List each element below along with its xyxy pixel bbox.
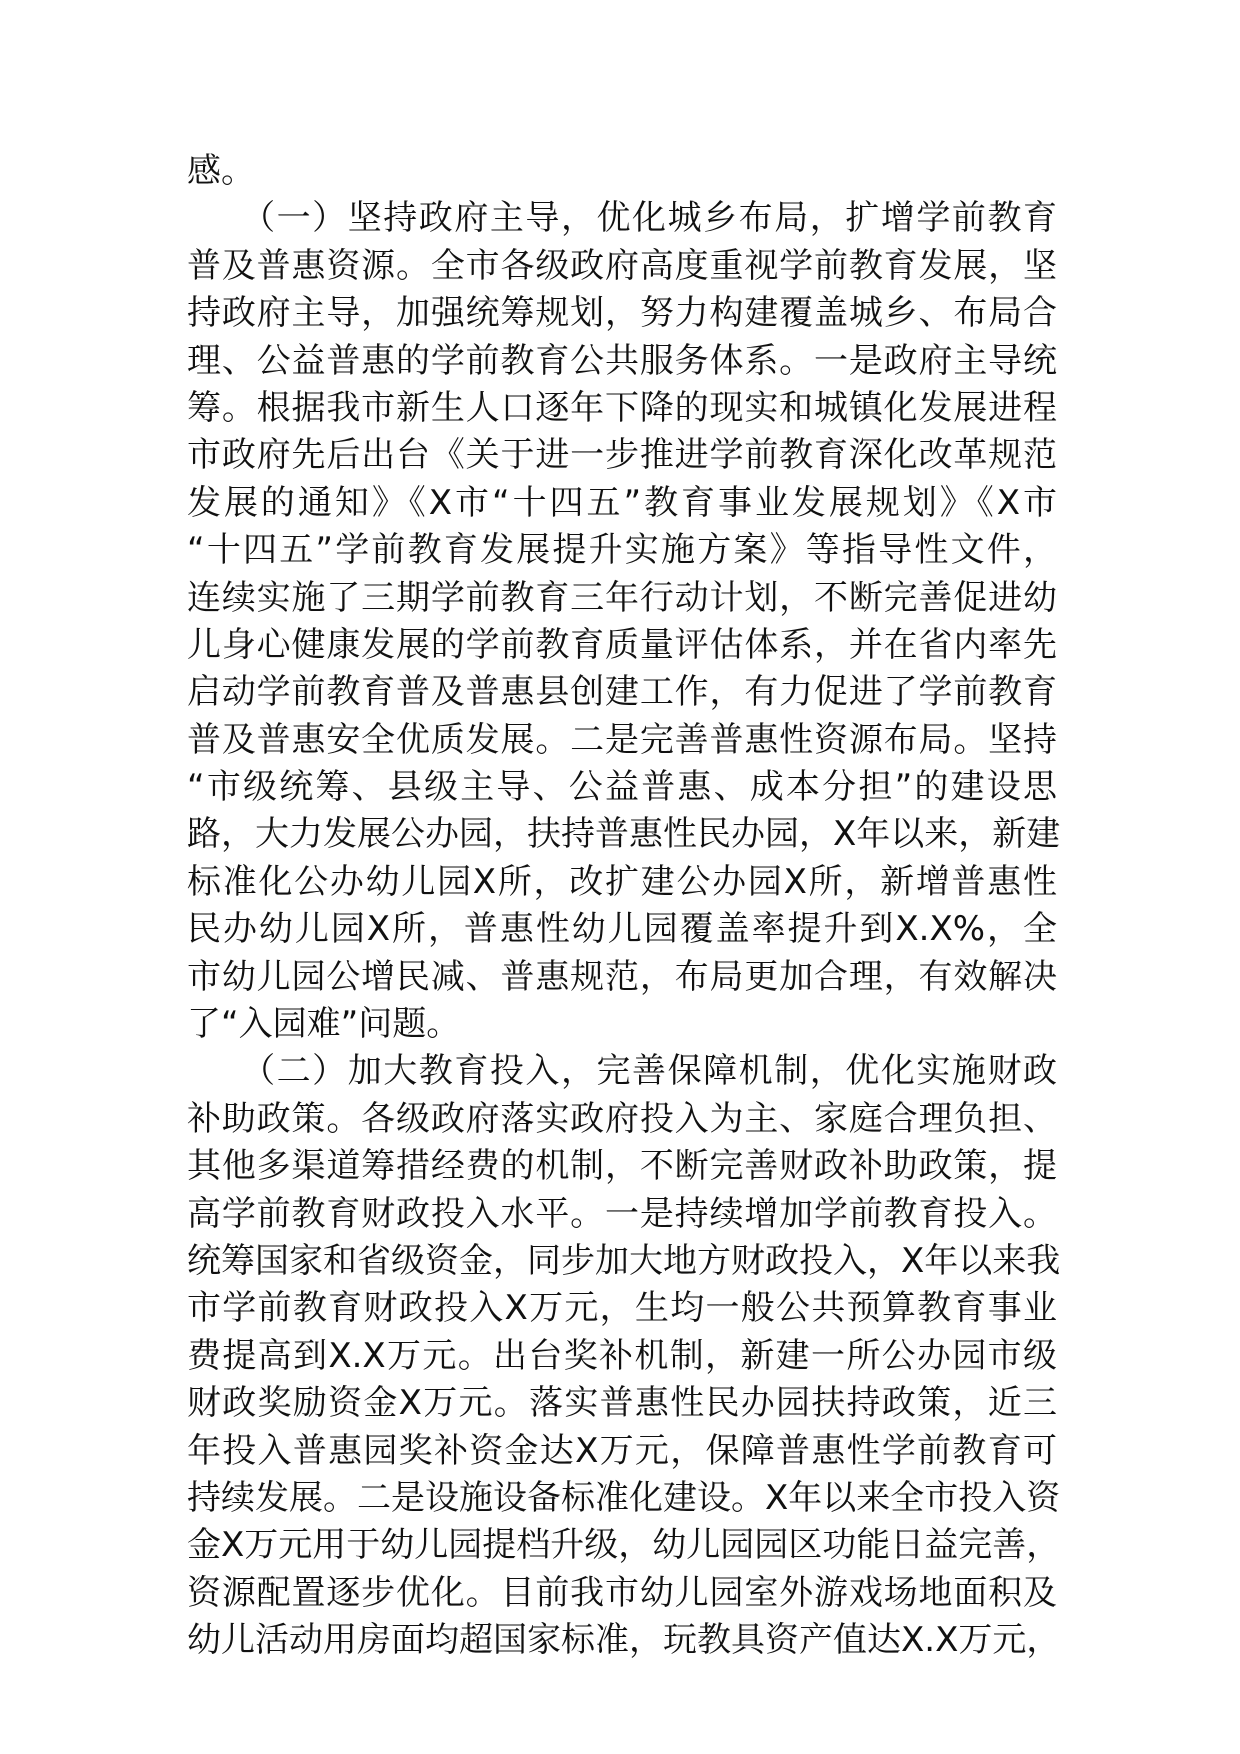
text-line: 普及普惠资源。全市各级政府高度重视学前教育发展，坚 <box>187 245 1057 286</box>
text-line: （一）坚持政府主导，优化城乡布局，扩增学前教育 <box>187 198 1057 239</box>
text-line: 金X万元用于幼儿园提档升级，幼儿园园区功能日益完善， <box>187 1525 1061 1566</box>
text-line: “十四五”学前教育发展提升实施方案》等指导性文件， <box>187 530 1057 571</box>
text-line: 儿身心健康发展的学前教育质量评估体系，并在省内率先 <box>187 624 1057 665</box>
text-line: 财政奖励资金X万元。落实普惠性民办园扶持政策，近三 <box>187 1383 1057 1424</box>
text-line: 民办幼儿园X所，普惠性幼儿园覆盖率提升到X.X%，全 <box>187 909 1057 950</box>
text-line: 了“入园难”问题。 <box>187 1004 461 1045</box>
text-line: 市幼儿园公增民减、普惠规范，布局更加合理，有效解决 <box>187 956 1057 997</box>
text-line: 持政府主导，加强统筹规划，努力构建覆盖城乡、布局合 <box>187 293 1057 334</box>
text-line: 其他多渠道筹措经费的机制，不断完善财政补助政策，提 <box>187 1146 1057 1187</box>
text-line: 市政府先后出台《关于进一步推进学前教育深化改革规范 <box>187 435 1057 476</box>
text-line: 持续发展。二是设施设备标准化建设。X年以来全市投入资 <box>187 1477 1061 1518</box>
text-line: 标准化公办幼儿园X所，改扩建公办园X所，新增普惠性 <box>187 861 1057 902</box>
text-line: （二）加大教育投入，完善保障机制，优化实施财政 <box>187 1051 1057 1092</box>
text-line: 年投入普惠园奖补资金达X万元，保障普惠性学前教育可 <box>187 1430 1057 1471</box>
text-line: 启动学前教育普及普惠县创建工作，有力促进了学前教育 <box>187 672 1057 713</box>
text-line: 路，大力发展公办园，扶持普惠性民办园，X年以来，新建 <box>187 814 1061 855</box>
text-line: 连续实施了三期学前教育三年行动计划，不断完善促进幼 <box>187 577 1057 618</box>
text-line: 统筹国家和省级资金，同步加大地方财政投入，X年以来我 <box>187 1240 1061 1281</box>
text-line: 幼儿活动用房面均超国家标准，玩教具资产值达X.X万元， <box>187 1620 1061 1661</box>
text-line: 补助政策。各级政府落实政府投入为主、家庭合理负担、 <box>187 1098 1057 1139</box>
text-line: 普及普惠安全优质发展。二是完善普惠性资源布局。坚持 <box>187 719 1057 760</box>
text-line: 感。 <box>187 151 255 191</box>
document-body <box>187 148 1061 1665</box>
text-line: 高学前教育财政投入水平。一是持续增加学前教育投入。 <box>187 1193 1057 1234</box>
text-line: 市学前教育财政投入X万元，生均一般公共预算教育事业 <box>187 1288 1057 1329</box>
text-line: 理、公益普惠的学前教育公共服务体系。一是政府主导统 <box>187 340 1057 381</box>
text-line: “市级统筹、县级主导、公益普惠、成本分担”的建设思 <box>187 767 1057 808</box>
text-line: 发展的通知》《X市“十四五”教育事业发展规划》《X市 <box>187 482 1057 523</box>
text-line: 费提高到X.X万元。出台奖补机制，新建一所公办园市级 <box>187 1335 1057 1376</box>
text-line: 资源配置逐步优化。目前我市幼儿园室外游戏场地面积及 <box>187 1572 1057 1613</box>
text-line: 筹。根据我市新生人口逐年下降的现实和城镇化发展进程 <box>187 387 1057 428</box>
